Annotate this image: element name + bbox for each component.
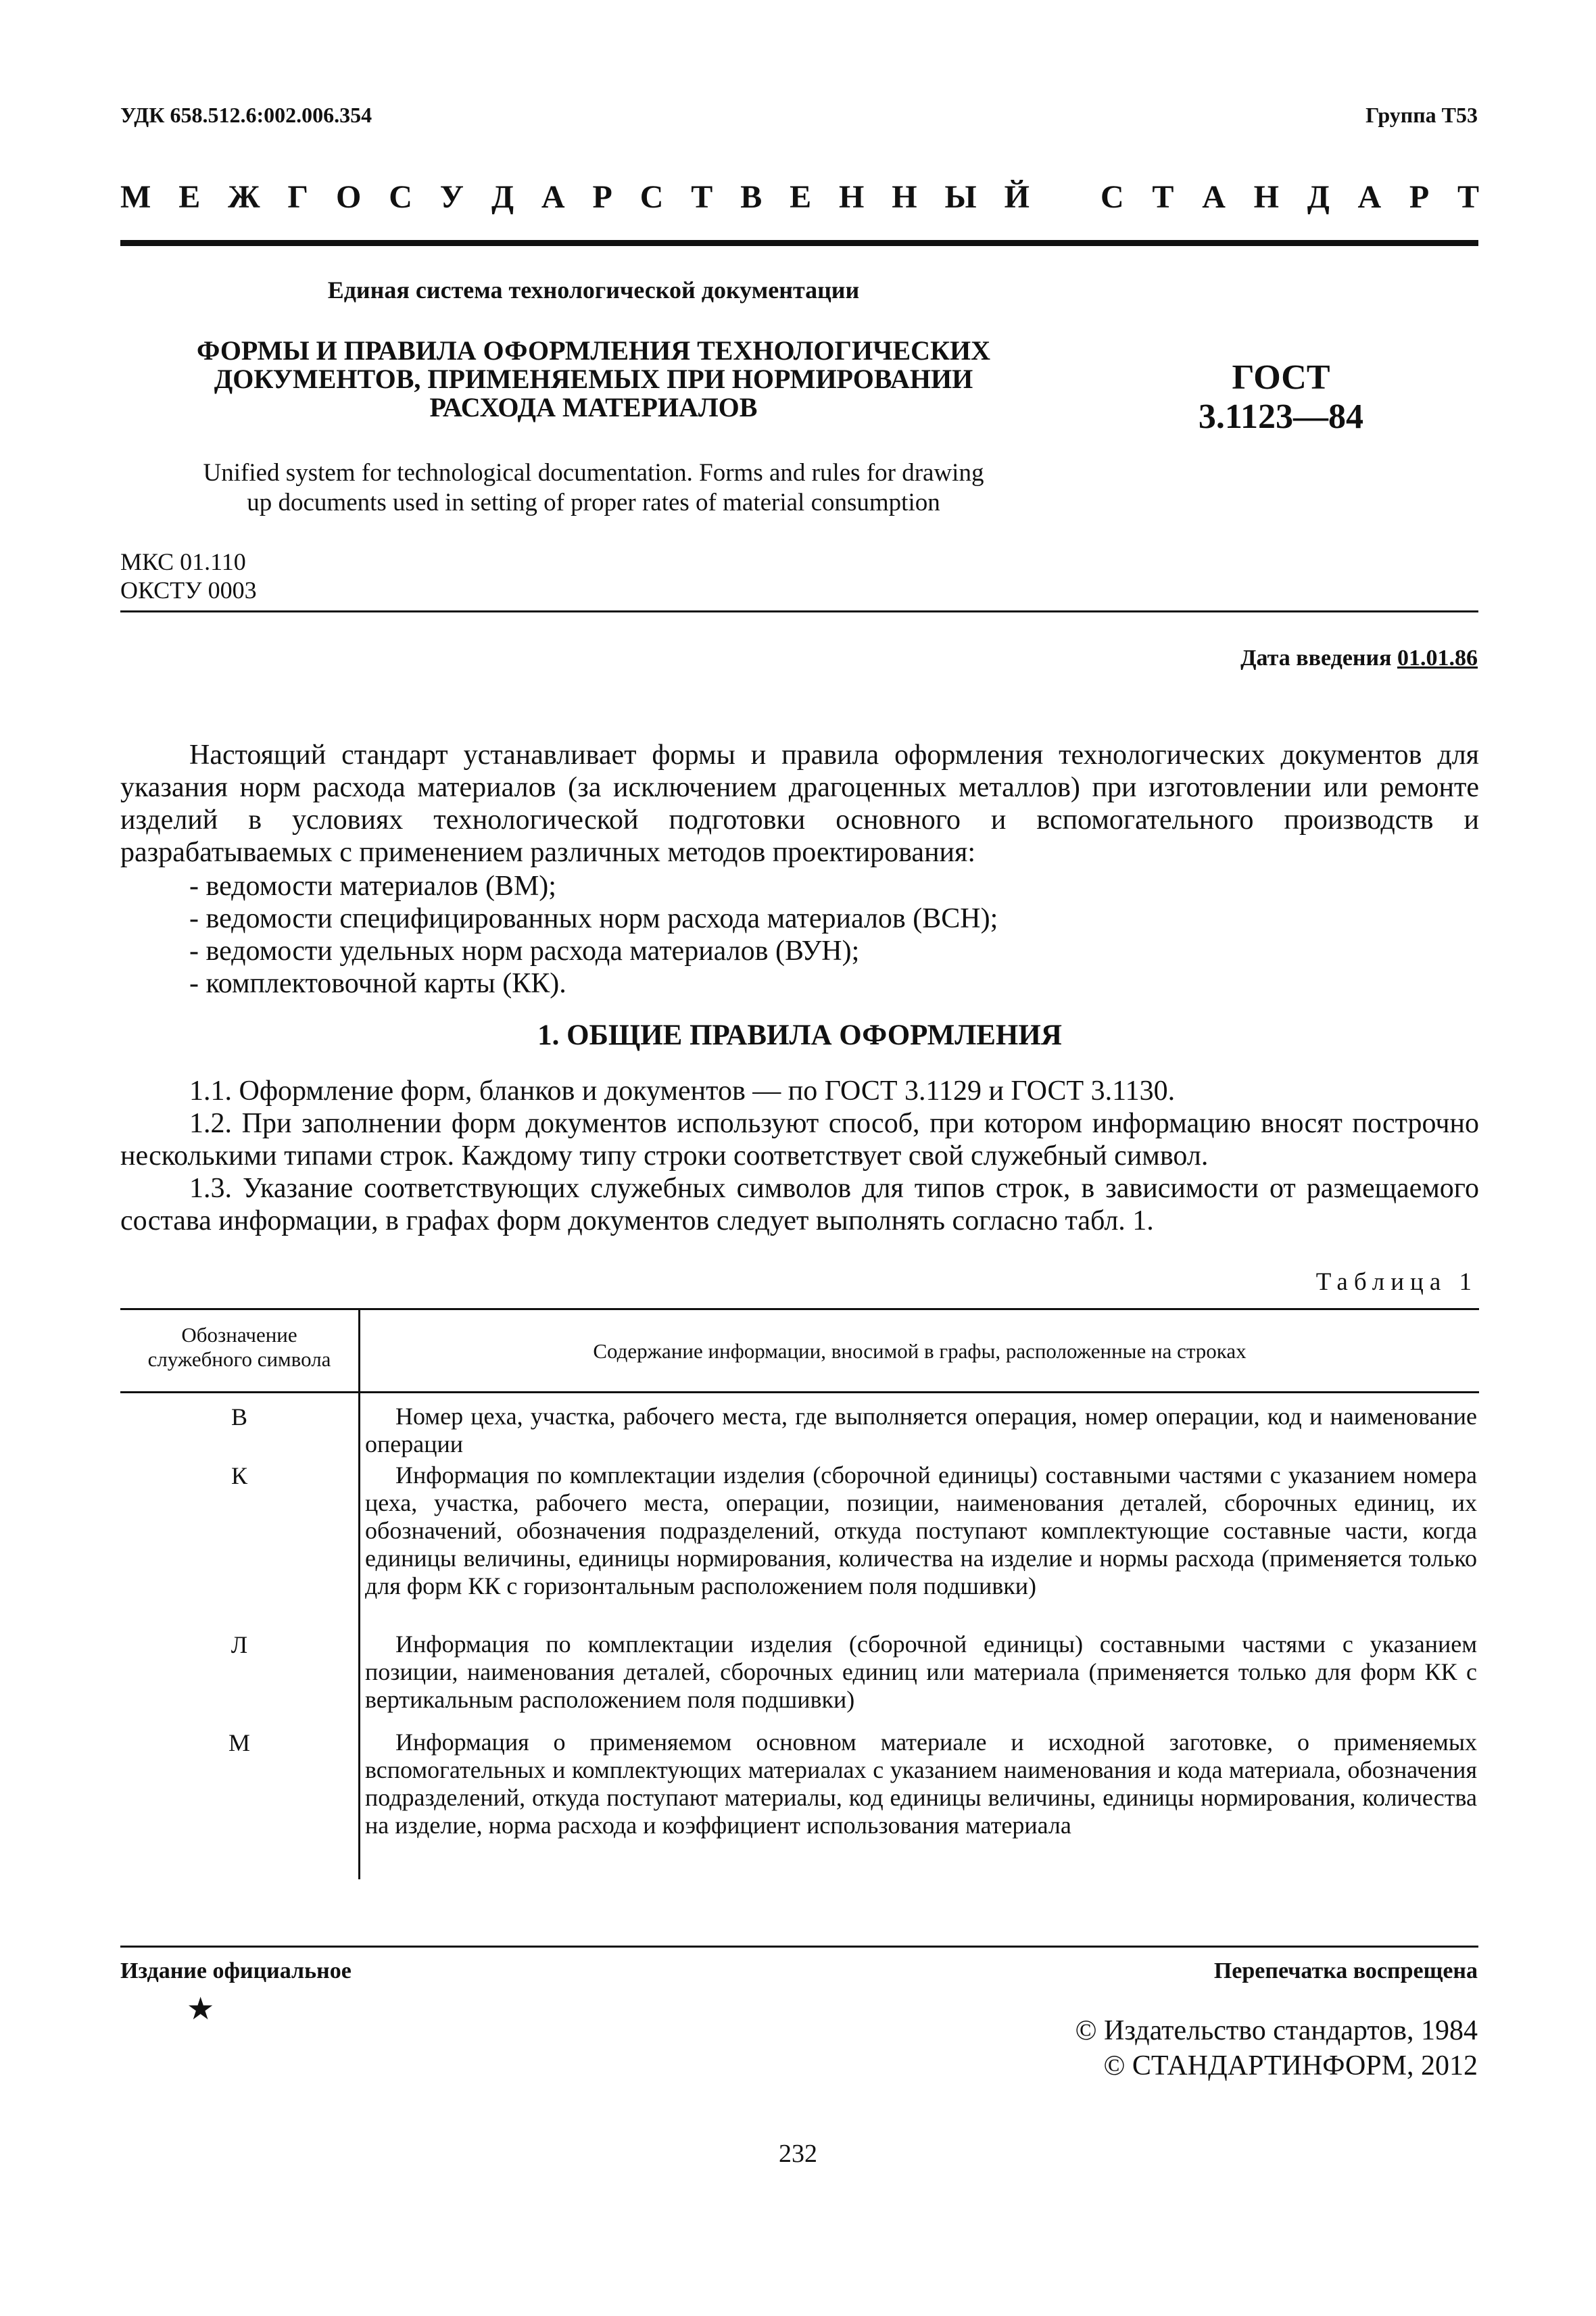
udk-code: УДК 658.512.6:002.006.354 bbox=[120, 103, 372, 127]
english-title-line: Unified system for technological documentation. Forms and rules for drawing bbox=[203, 459, 984, 487]
banner-letter: Д bbox=[491, 179, 514, 215]
group-code: Группа Т53 bbox=[1365, 103, 1478, 127]
intro-paragraph: Настоящий стандарт устанавливает формы и правила оформления технологических документов для указания норм расхода материалов (за исключением драгоценных металлов) при изготовлении или ремонте изделий в условиях технологической подготовки основного и вспомогательного производств и разрабатываемых с применением различных методов проектирования: bbox=[120, 740, 1479, 868]
table-caption: Таблица 1 bbox=[1315, 1268, 1478, 1296]
section-heading: 1. ОБЩИЕ ПРАВИЛА ОФОРМЛЕНИЯ bbox=[537, 1019, 1062, 1051]
banner-letter: У bbox=[439, 179, 464, 215]
table-cell-content: Информация по комплектации изделия (сборочной единицы) составными частями с указанием позиции, наименования деталей, сборочных единиц или материала (применяется только для форм КК с вертикальным расположением поля подшивки) bbox=[365, 1631, 1477, 1713]
table-top-rule bbox=[120, 1308, 1479, 1310]
banner-letter: Р bbox=[1409, 179, 1430, 215]
title-line: ФОРМЫ И ПРАВИЛА ОФОРМЛЕНИЯ ТЕХНОЛОГИЧЕСКИХ bbox=[196, 335, 991, 366]
banner-letter: Т bbox=[1457, 179, 1479, 215]
header-rule bbox=[120, 240, 1478, 246]
clause-1-1: 1.1. Оформление форм, бланков и документов — по ГОСТ 3.1129 и ГОСТ 3.1130. bbox=[189, 1076, 1176, 1107]
banner-letter: Ж bbox=[228, 179, 260, 215]
banner-letter: С bbox=[639, 179, 664, 215]
banner-letter: А bbox=[1357, 179, 1382, 215]
banner-letter: Г bbox=[287, 179, 309, 215]
table-cell-content: Номер цеха, участка, рабочего места, где выполняется операция, номер операции, код и наименование операции bbox=[365, 1403, 1477, 1457]
banner-letter: Н bbox=[839, 179, 865, 215]
table-header-symbol bbox=[120, 1323, 358, 1372]
page-number: 232 bbox=[779, 2140, 817, 2168]
banner-letter: Д bbox=[1307, 179, 1330, 215]
header-line: Обозначение bbox=[181, 1323, 297, 1347]
classification-codes bbox=[120, 548, 257, 604]
standard-banner bbox=[120, 178, 1479, 216]
date-value: 01.01.86 bbox=[1397, 646, 1478, 671]
banner-letter: Р bbox=[592, 179, 612, 215]
table-cell-symbol: В bbox=[231, 1403, 247, 1430]
banner-letter: А bbox=[541, 179, 565, 215]
title-line: РАСХОДА МАТЕРИАЛОВ bbox=[429, 392, 758, 423]
system-name: Единая система технологической документации bbox=[327, 276, 860, 304]
banner-letter: Е bbox=[178, 179, 201, 215]
banner-letter: Н bbox=[1253, 179, 1279, 215]
english-title-line: up documents used in setting of proper rates of material consumption bbox=[247, 489, 940, 516]
banner-letter: В bbox=[740, 179, 763, 215]
banner-letter: Е bbox=[790, 179, 812, 215]
table-cell-symbol: К bbox=[231, 1462, 247, 1489]
gost-label: ГОСТ bbox=[1232, 358, 1330, 397]
banner-word-standard bbox=[1101, 178, 1479, 216]
banner-letter: Й bbox=[1004, 179, 1030, 215]
table-cell-content: Информация по комплектации изделия (сборочной единицы) составными частями с указанием номера цеха, участка, рабочего места, операции, позиции, наименования деталей, сборочных единиц, их обозначений, обозначения подразделений, откуда поступают комплектующие составные части, когда единицы величины, единицы нормирования, количества на изделие и нормы расхода (применяется только для форм КК с горизонтальным расположением поля подшивки) bbox=[365, 1462, 1477, 1599]
table-cell-content: Информация о применяемом основном материале и исходной заготовке, о применяемых вспомогательных и комплектующих материалах с указанием наименования и кода материала, обозначения подразделений, откуда поступают материалы, код единицы величины, единицы нормирования, количества на изделие, норма расхода и коэффициент использования материала bbox=[365, 1729, 1477, 1839]
reprint-note: Перепечатка воспрещена bbox=[1213, 1958, 1478, 1983]
table-header-rule bbox=[120, 1391, 1479, 1393]
banner-letter: С bbox=[1101, 179, 1124, 215]
document-title bbox=[120, 337, 1067, 422]
clause-1-3: 1.3. Указание соответствующих служебных символов для типов строк, в зависимости от размещаемого состава информации, в графах форм документов следует выполнять согласно табл. 1. bbox=[120, 1173, 1479, 1236]
list-item: - ведомости материалов (ВМ); bbox=[189, 871, 556, 902]
banner-letter: С bbox=[389, 179, 412, 215]
list-item: - ведомости специфицированных норм расхода материалов (ВСН); bbox=[189, 903, 998, 934]
copyright-line: © Издательство стандартов, 1984 bbox=[1075, 2015, 1478, 2046]
gost-designation bbox=[1190, 358, 1372, 437]
list-item: - ведомости удельных норм расхода материалов (ВУН); bbox=[189, 936, 860, 967]
title-rule bbox=[120, 610, 1478, 612]
english-title bbox=[120, 458, 1067, 518]
header-line: служебного символа bbox=[147, 1347, 331, 1371]
table-cell-symbol: М bbox=[228, 1729, 250, 1756]
edition-note: Издание официальное bbox=[120, 1958, 352, 1983]
banner-letter: М bbox=[120, 179, 151, 215]
copyright-line: © СТАНДАРТИНФОРМ, 2012 bbox=[1103, 2050, 1478, 2081]
banner-letter: Ы bbox=[944, 179, 977, 215]
title-line: ДОКУМЕНТОВ, ПРИМЕНЯЕМЫХ ПРИ НОРМИРОВАНИИ bbox=[214, 364, 973, 394]
date-label: Дата введения bbox=[1240, 646, 1392, 671]
okstu-code: ОКСТУ 0003 bbox=[120, 577, 257, 604]
table-header-content: Содержание информации, вносимой в графы, расположенные на строках bbox=[593, 1339, 1247, 1363]
banner-word-interstate bbox=[120, 178, 1030, 216]
mks-code: МКС 01.110 bbox=[120, 548, 246, 575]
copyright bbox=[869, 2013, 1478, 2083]
table-cell-symbol: Л bbox=[231, 1631, 248, 1658]
banner-letter: А bbox=[1202, 179, 1226, 215]
banner-letter: Т bbox=[691, 179, 713, 215]
list-item: - комплектовочной карты (КК). bbox=[189, 968, 566, 999]
footer-rule bbox=[120, 1946, 1478, 1948]
clause-1-2: 1.2. При заполнении форм документов используют способ, при котором информацию вносят построчно несколькими типами строк. Каждому типу строки соответствует свой служебный символ. bbox=[120, 1108, 1479, 1172]
banner-letter: Н bbox=[892, 179, 917, 215]
star-icon: ★ bbox=[187, 1992, 215, 2026]
table-column-divider bbox=[358, 1308, 360, 1879]
banner-letter: Т bbox=[1152, 179, 1174, 215]
gost-number: 3.1123—84 bbox=[1198, 397, 1364, 436]
banner-letter: О bbox=[335, 179, 362, 215]
effective-date bbox=[1240, 646, 1478, 671]
